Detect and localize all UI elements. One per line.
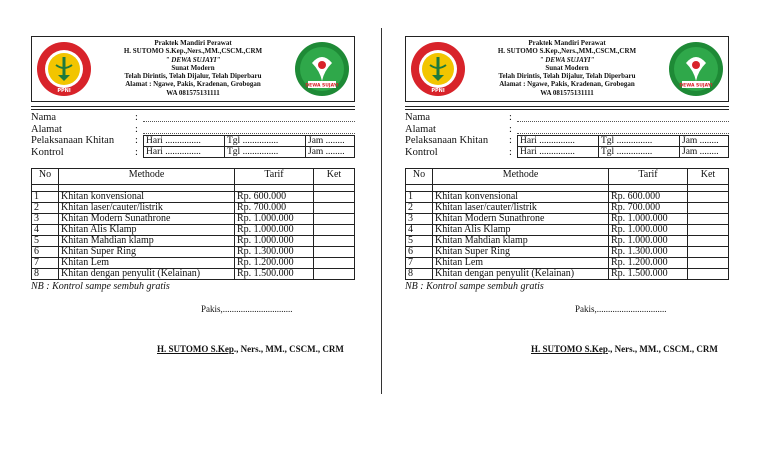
colon: : bbox=[509, 146, 512, 158]
header-line7: WA 081575131111 bbox=[540, 88, 594, 97]
row-ket bbox=[688, 247, 729, 258]
colon: : bbox=[509, 123, 512, 135]
row-ket bbox=[314, 192, 355, 203]
table-row bbox=[406, 236, 729, 247]
kontrol-row bbox=[31, 147, 355, 159]
row-no: 5 bbox=[406, 236, 433, 247]
jam-field[interactable]: Jam ........ bbox=[308, 147, 345, 158]
header-line3: " DEWA SUJAYI" bbox=[539, 55, 595, 64]
table-row bbox=[32, 247, 355, 258]
patient-info bbox=[31, 112, 355, 158]
table-row bbox=[406, 258, 729, 269]
table-row bbox=[32, 258, 355, 269]
row-tarif: Rp. 1.200.000 bbox=[609, 258, 688, 269]
hari-field[interactable]: Hari ............... bbox=[518, 147, 599, 157]
table-row bbox=[32, 236, 355, 247]
kontrol-box bbox=[143, 146, 355, 158]
hari-field[interactable]: Hari ............... bbox=[144, 136, 225, 146]
ppni-logo-icon bbox=[410, 41, 466, 97]
colon: : bbox=[135, 123, 138, 135]
signer-name bbox=[31, 344, 355, 354]
row-methode: Khitan Modern Sunathrone bbox=[59, 214, 235, 225]
row-methode: Khitan Modern Sunathrone bbox=[433, 214, 609, 225]
header-line2: H. SUTOMO S.Kep.,Ners.,MM.,CSCM.,CRM bbox=[497, 47, 637, 56]
table-row bbox=[406, 192, 729, 203]
receipt-card-right bbox=[405, 36, 729, 354]
colon: : bbox=[135, 135, 138, 146]
header-double-rule bbox=[405, 106, 729, 110]
row-ket bbox=[314, 225, 355, 236]
note: NB : Kontrol sampe sembuh gratis bbox=[31, 281, 170, 292]
signer-name-underlined: H. SUTOMO S.Kep bbox=[157, 344, 234, 354]
row-tarif: Rp. 700.000 bbox=[235, 203, 314, 214]
table-row bbox=[32, 225, 355, 236]
alamat-row bbox=[405, 124, 729, 136]
hari-field[interactable]: Hari ............... bbox=[144, 147, 225, 157]
price-table bbox=[405, 168, 729, 280]
place-date: Pakis,............................... bbox=[575, 304, 667, 314]
header-line4: Sunat Modern bbox=[171, 63, 215, 72]
row-tarif: Rp. 1.300.000 bbox=[235, 247, 314, 258]
row-no: 7 bbox=[406, 258, 433, 269]
signer-name-underlined: H. SUTOMO S.Kep bbox=[531, 344, 608, 354]
row-methode: Khitan Lem bbox=[433, 258, 609, 269]
table-row bbox=[32, 203, 355, 214]
letterhead-text bbox=[470, 39, 664, 97]
nama-field[interactable] bbox=[143, 113, 355, 122]
alamat-field[interactable] bbox=[143, 125, 355, 134]
row-ket bbox=[688, 225, 729, 236]
table-row bbox=[406, 225, 729, 236]
row-methode: Khitan Super Ring bbox=[433, 247, 609, 258]
colon: : bbox=[135, 112, 138, 123]
col-methode: Methode bbox=[59, 169, 235, 185]
table-row bbox=[406, 269, 729, 280]
table-row bbox=[406, 214, 729, 225]
row-methode: Khitan konvensional bbox=[433, 192, 609, 203]
row-methode: Khitan laser/cauter/listrik bbox=[433, 203, 609, 214]
pelaksanaan-box bbox=[517, 135, 729, 147]
row-ket bbox=[314, 269, 355, 280]
tgl-field[interactable]: Tgl ............... bbox=[225, 147, 306, 157]
row-no: 2 bbox=[32, 203, 59, 214]
jam-field[interactable]: Jam ........ bbox=[308, 135, 345, 146]
ppni-logo-icon bbox=[36, 41, 92, 97]
center-divider bbox=[381, 28, 382, 394]
row-methode: Khitan Lem bbox=[59, 258, 235, 269]
colon: : bbox=[509, 135, 512, 146]
header-line5: Telah Dirintis, Telah Dijalur, Telah Diperbaru bbox=[124, 72, 262, 81]
table-header-row bbox=[406, 169, 729, 185]
row-ket bbox=[688, 258, 729, 269]
row-no: 8 bbox=[32, 269, 59, 280]
kontrol-label: Kontrol bbox=[405, 146, 438, 158]
row-methode: Khitan Mahdian klamp bbox=[59, 236, 235, 247]
row-no: 4 bbox=[406, 225, 433, 236]
alamat-row bbox=[31, 124, 355, 136]
table-row bbox=[32, 269, 355, 280]
row-tarif: Rp. 600.000 bbox=[235, 192, 314, 203]
kontrol-row bbox=[405, 147, 729, 159]
row-methode: Khitan laser/cauter/listrik bbox=[59, 203, 235, 214]
row-tarif: Rp. 1.000.000 bbox=[609, 214, 688, 225]
pelaksanaan-row bbox=[31, 135, 355, 147]
row-ket bbox=[314, 214, 355, 225]
row-ket bbox=[314, 258, 355, 269]
tgl-field[interactable]: Tgl ............... bbox=[599, 147, 680, 157]
col-ket: Ket bbox=[688, 169, 729, 185]
pelaksanaan-label: Pelaksanaan Khitan bbox=[405, 135, 489, 146]
logo-left-label: PPNI bbox=[57, 88, 71, 94]
letterhead-text bbox=[96, 39, 290, 97]
row-methode: Khitan Alis Klamp bbox=[433, 225, 609, 236]
colon: : bbox=[509, 112, 512, 123]
col-methode: Methode bbox=[433, 169, 609, 185]
header-line3: " DEWA SUJAYI" bbox=[165, 55, 221, 64]
row-no: 6 bbox=[32, 247, 59, 258]
header-line5: Telah Dirintis, Telah Dijalur, Telah Diperbaru bbox=[498, 72, 636, 81]
col-ket: Ket bbox=[314, 169, 355, 185]
signer-credentials: ., Ners., MM., CSCM., CRM bbox=[233, 344, 344, 354]
signer-name bbox=[405, 344, 729, 354]
table-row bbox=[32, 214, 355, 225]
row-no: 2 bbox=[406, 203, 433, 214]
row-no: 6 bbox=[406, 247, 433, 258]
row-ket bbox=[688, 203, 729, 214]
table-row bbox=[406, 203, 729, 214]
table-header-row bbox=[32, 169, 355, 185]
row-no: 8 bbox=[406, 269, 433, 280]
row-methode: Khitan Mahdian klamp bbox=[433, 236, 609, 247]
row-tarif: Rp. 1.000.000 bbox=[609, 236, 688, 247]
row-no: 5 bbox=[32, 236, 59, 247]
jam-field[interactable]: Jam ........ bbox=[682, 135, 719, 146]
header-line7: WA 081575131111 bbox=[166, 88, 220, 97]
row-no: 1 bbox=[406, 192, 433, 203]
alamat-label: Alamat bbox=[31, 123, 62, 135]
row-no: 3 bbox=[32, 214, 59, 225]
row-ket bbox=[688, 236, 729, 247]
nama-label: Nama bbox=[405, 112, 431, 123]
jam-field[interactable]: Jam ........ bbox=[682, 147, 719, 158]
row-methode: Khitan dengan penyulit (Kelainan) bbox=[59, 269, 235, 280]
hari-field[interactable]: Hari ............... bbox=[518, 136, 599, 146]
logo-left-label: PPNI bbox=[431, 88, 445, 94]
col-tarif: Tarif bbox=[609, 169, 688, 185]
row-methode: Khitan Super Ring bbox=[59, 247, 235, 258]
header-line6: Alamat : Ngawe, Pakis, Kradenan, Grobogan bbox=[499, 80, 635, 89]
row-tarif: Rp. 1.200.000 bbox=[235, 258, 314, 269]
logo-right-label: DEWA SUJAYI bbox=[305, 83, 339, 89]
row-tarif: Rp. 1.000.000 bbox=[235, 236, 314, 247]
pelaksanaan-box bbox=[143, 135, 355, 147]
row-ket bbox=[688, 269, 729, 280]
row-ket bbox=[314, 203, 355, 214]
nama-field[interactable] bbox=[517, 113, 729, 122]
row-methode: Khitan dengan penyulit (Kelainan) bbox=[433, 269, 609, 280]
alamat-label: Alamat bbox=[405, 123, 436, 135]
alamat-field[interactable] bbox=[517, 125, 729, 134]
col-tarif: Tarif bbox=[235, 169, 314, 185]
logo-right-label: DEWA SUJAYI bbox=[679, 83, 713, 89]
row-tarif: Rp. 1.000.000 bbox=[235, 214, 314, 225]
row-tarif: Rp. 1.000.000 bbox=[235, 225, 314, 236]
pelaksanaan-row bbox=[405, 135, 729, 147]
header-line6: Alamat : Ngawe, Pakis, Kradenan, Grobogan bbox=[125, 80, 261, 89]
header-line1: Praktek Mandiri Perawat bbox=[528, 39, 606, 47]
kontrol-box bbox=[517, 146, 729, 158]
note: NB : Kontrol sampe sembuh gratis bbox=[405, 281, 544, 292]
row-ket bbox=[314, 236, 355, 247]
row-tarif: Rp. 600.000 bbox=[609, 192, 688, 203]
col-no: No bbox=[406, 169, 433, 185]
row-tarif: Rp. 1.500.000 bbox=[235, 269, 314, 280]
tgl-field[interactable]: Tgl ............... bbox=[225, 136, 306, 146]
nama-row bbox=[31, 112, 355, 124]
header-line4: Sunat Modern bbox=[545, 63, 589, 72]
header-line2: H. SUTOMO S.Kep.,Ners.,MM.,CSCM.,CRM bbox=[123, 47, 263, 56]
price-table bbox=[31, 168, 355, 280]
tgl-field[interactable]: Tgl ............... bbox=[599, 136, 680, 146]
row-ket bbox=[688, 192, 729, 203]
signer-credentials: ., Ners., MM., CSCM., CRM bbox=[607, 344, 718, 354]
kontrol-label: Kontrol bbox=[31, 146, 64, 158]
row-ket bbox=[688, 214, 729, 225]
receipt-card-left bbox=[31, 36, 355, 354]
table-row bbox=[406, 247, 729, 258]
row-tarif: Rp. 1.300.000 bbox=[609, 247, 688, 258]
pelaksanaan-label: Pelaksanaan Khitan bbox=[31, 135, 115, 146]
row-no: 7 bbox=[32, 258, 59, 269]
row-no: 3 bbox=[406, 214, 433, 225]
row-no: 4 bbox=[32, 225, 59, 236]
place-date: Pakis,............................... bbox=[201, 304, 293, 314]
row-tarif: Rp. 700.000 bbox=[609, 203, 688, 214]
colon: : bbox=[135, 146, 138, 158]
header-double-rule bbox=[31, 106, 355, 110]
table-row bbox=[32, 192, 355, 203]
dewa-sujayi-logo-icon bbox=[294, 41, 350, 97]
patient-info bbox=[405, 112, 729, 158]
nama-label: Nama bbox=[31, 112, 57, 123]
row-methode: Khitan Alis Klamp bbox=[59, 225, 235, 236]
dewa-sujayi-logo-icon bbox=[668, 41, 724, 97]
nama-row bbox=[405, 112, 729, 124]
row-no: 1 bbox=[32, 192, 59, 203]
row-methode: Khitan konvensional bbox=[59, 192, 235, 203]
letterhead bbox=[31, 36, 355, 102]
header-line1: Praktek Mandiri Perawat bbox=[154, 39, 232, 47]
col-no: No bbox=[32, 169, 59, 185]
row-ket bbox=[314, 247, 355, 258]
row-tarif: Rp. 1.000.000 bbox=[609, 225, 688, 236]
row-tarif: Rp. 1.500.000 bbox=[609, 269, 688, 280]
letterhead bbox=[405, 36, 729, 102]
